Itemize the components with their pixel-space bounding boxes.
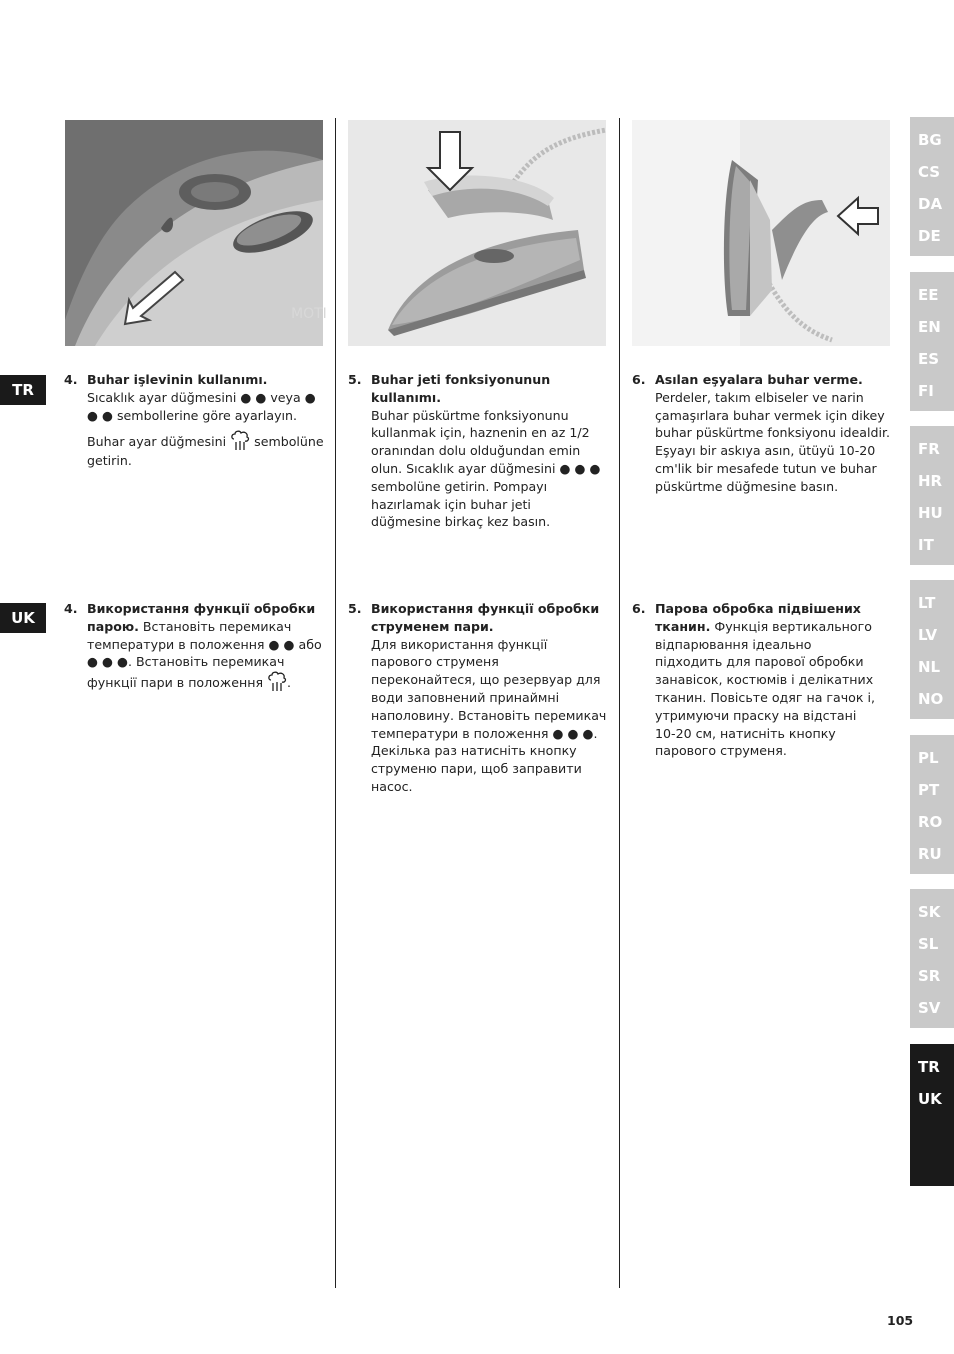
step-number: 5. — [348, 372, 362, 387]
language-group — [910, 735, 954, 874]
step-tr-4 — [64, 371, 327, 470]
language-code[interactable]: DA — [918, 195, 943, 213]
step-title: Buhar jeti fonksiyonunun kullanımı. — [371, 372, 551, 405]
step-title: Використання функції обробки парою. — [87, 601, 316, 634]
step-text: Buhar püskürtme fonksiyonunu kullanmak için, haznenin en az 1/2 oranından dolu olduğundan emin olun. Sıcaklık ayar düğmesini — [371, 407, 590, 476]
language-code[interactable]: CS — [918, 163, 941, 181]
step-title: Buhar işlevinin kullanımı. — [87, 372, 268, 387]
step-number: 4. — [64, 601, 78, 616]
step-title: Asılan eşyalara buhar verme. — [655, 372, 863, 387]
language-code[interactable]: BG — [918, 131, 942, 149]
language-group — [910, 889, 954, 1028]
step-text: Buhar ayar düğmesini — [87, 434, 227, 450]
step-text: sembollerine göre ayarlayın. — [117, 407, 298, 423]
temperature-dots: ● ● ● — [87, 654, 128, 670]
step-body — [655, 600, 880, 760]
language-code[interactable]: HR — [918, 472, 943, 490]
step-uk-6 — [632, 600, 880, 760]
step-text: Встановіть перемикач температури в положення — [87, 618, 292, 652]
language-code[interactable]: IT — [918, 536, 934, 554]
step-title: Парова обробка підвішених тканин. — [655, 601, 861, 634]
step-text: . — [287, 675, 292, 691]
steam-dial-photo — [65, 120, 327, 346]
step-body — [371, 407, 601, 532]
language-code[interactable]: RU — [918, 845, 942, 863]
temperature-dots: ● ● — [268, 636, 295, 652]
temperature-dots: ● ● ● — [559, 460, 601, 476]
language-group — [910, 426, 954, 565]
language-code[interactable]: NO — [918, 690, 944, 708]
language-tag-uk: UK — [0, 603, 46, 633]
column-divider — [619, 118, 620, 1288]
language-code[interactable]: FR — [918, 440, 940, 458]
step-text: або — [298, 636, 322, 652]
language-code[interactable]: SK — [918, 903, 941, 921]
step-text: Sıcaklık ayar düğmesini — [87, 389, 237, 405]
language-code[interactable]: RO — [918, 813, 943, 831]
language-code[interactable]: DE — [918, 227, 941, 245]
step-number: 4. — [64, 372, 78, 387]
step-uk-5 — [348, 600, 607, 796]
language-code[interactable]: SV — [918, 999, 941, 1017]
language-code[interactable]: LV — [918, 626, 938, 644]
language-group-active — [910, 1044, 954, 1186]
step-text: veya — [270, 389, 301, 405]
step-body: Perdeler, takım elbiseler ve narin çamaşırlara buhar vermek için dikey buhar püskürtme fonksiyonu idealdir. Eşyayı bir askıya asın, ütüyü 10-20 cm'lik bir mesafede tutun ve buhar püskürtme düğmesine basın. — [655, 389, 890, 494]
language-code[interactable]: HU — [918, 504, 943, 522]
language-code[interactable]: EE — [918, 286, 939, 304]
temperature-dots: ● ● — [240, 389, 267, 405]
step-uk-4 — [64, 600, 322, 693]
step-text: . Декілька раз натисніть кнопку струменю пари, щоб заправити насос. — [371, 725, 598, 794]
step-number: 6. — [632, 601, 646, 616]
language-code[interactable]: NL — [918, 658, 941, 676]
language-code[interactable]: SR — [918, 967, 941, 985]
language-code[interactable]: SL — [918, 935, 939, 953]
step-text: sembolüne getirin. — [87, 434, 324, 469]
language-code[interactable]: FI — [918, 382, 934, 400]
step-body — [371, 636, 607, 796]
language-group — [910, 272, 954, 411]
language-code[interactable]: ES — [918, 350, 940, 368]
step-number: 6. — [632, 372, 646, 387]
language-code[interactable]: EN — [918, 318, 941, 336]
steam-icon — [230, 430, 250, 452]
step-text: Функція вертикального відпарювання ідеально підходить для парової обробки занавісок, костюмів і делікатних тканин. Повісьте одяг на гачок і, утримуючи праску на відстані 10-20 см, натисніть кнопку парового струменя. — [655, 618, 876, 759]
language-code[interactable]: LT — [918, 594, 936, 612]
vertical-steam-photo — [632, 120, 890, 346]
step-text: Для використання функції парового струменя переконайтеся, що резервуар для води заповнений принаймні наполовину. Встановіть перемикач температури в положення — [371, 636, 607, 741]
page-number: 105 — [887, 1313, 914, 1328]
steam-jet-photo — [348, 120, 606, 346]
temperature-dots: ● ● ● — [87, 389, 316, 423]
step-tr-5 — [348, 371, 601, 531]
language-group — [910, 117, 954, 256]
language-group — [910, 580, 954, 719]
step-body — [87, 389, 327, 425]
temperature-dots: ● ● ● — [552, 725, 594, 741]
step-body — [87, 600, 322, 693]
step-title: Використання функції обробки струменем пари. — [371, 601, 600, 634]
language-code[interactable]: TR — [918, 1058, 940, 1076]
step-number: 5. — [348, 601, 362, 616]
language-code[interactable]: PL — [918, 749, 939, 767]
step-text: sembolüne getirin. Pompayı hazırlamak için buhar jeti düğmesine birkaç kez basın. — [371, 478, 551, 530]
language-code[interactable]: PT — [918, 781, 940, 799]
step-body — [87, 430, 327, 470]
steam-icon — [267, 671, 287, 693]
step-text: . Встановіть перемикач функції пари в положення — [87, 654, 285, 691]
language-tag-tr: TR — [0, 375, 46, 405]
photo-1-brand: MOTI — [291, 306, 327, 322]
step-tr-6 — [632, 371, 895, 496]
language-code[interactable]: UK — [918, 1090, 942, 1108]
column-divider — [335, 118, 336, 1288]
